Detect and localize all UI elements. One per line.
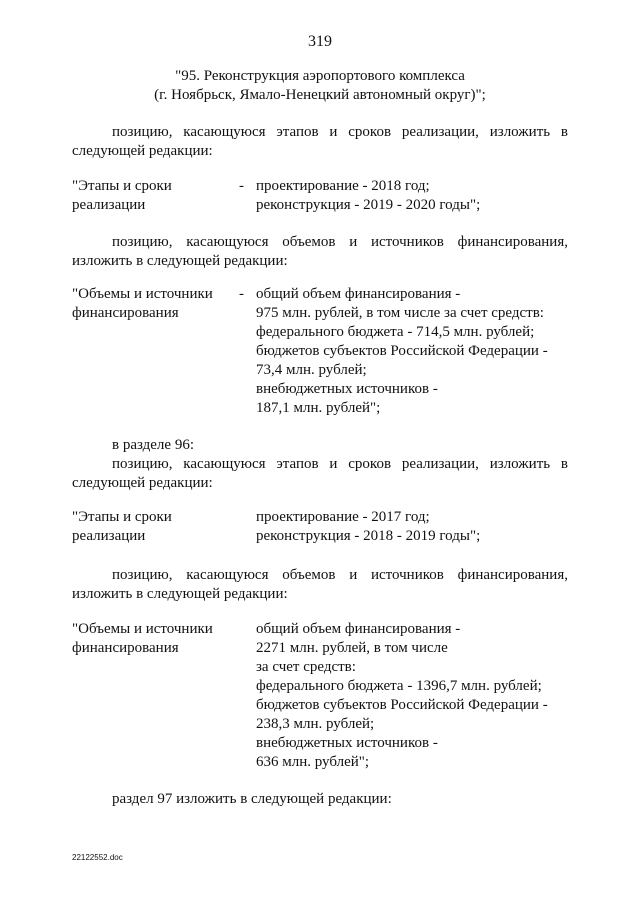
project-heading-line2: (г. Ноябрьск, Ямало-Ненецкий автономный округ)"; — [154, 87, 486, 103]
s96-title: в разделе 96: — [112, 437, 194, 453]
s96-funding-line: общий объем финансирования - — [256, 621, 461, 637]
s96-funding-line: за счет средств: — [256, 659, 356, 675]
s95-funding-line: общий объем финансирования - — [256, 286, 461, 302]
s96-funding-line: бюджетов субъектов Российской Федерации - — [256, 697, 548, 713]
s96-stages-label-line2: реализации — [72, 528, 146, 544]
s95-intro-stages-line2: следующей редакции: — [72, 143, 213, 159]
s95-intro-funding-line2: изложить в следующей редакции: — [72, 253, 288, 269]
s95-stages-value-line2: реконструкция - 2019 - 2020 годы"; — [256, 197, 481, 213]
s96-funding-line: внебюджетных источников - — [256, 735, 438, 751]
s95-stages-value-line1: проектирование - 2018 год; — [256, 178, 430, 194]
s95-intro-stages-line1: позицию, касающуюся этапов и сроков реализации, изложить в — [112, 124, 568, 140]
s95-stages-dash: - — [239, 178, 244, 194]
s96-intro-stages-line2: следующей редакции: — [72, 475, 213, 491]
s95-funding-label-line2: финансирования — [72, 305, 179, 321]
s95-funding-line: 73,4 млн. рублей; — [256, 362, 367, 378]
s95-intro-funding-line1: позицию, касающуюся объемов и источников финансирования, — [112, 234, 568, 250]
s95-funding-dash: - — [239, 286, 244, 302]
s95-stages-label-line2: реализации — [72, 197, 146, 213]
s96-intro-stages-line1: позицию, касающуюся этапов и сроков реализации, изложить в — [112, 456, 568, 472]
footer-doc-id: 22122552.doc — [72, 853, 123, 862]
s96-stages-value-line1: проектирование - 2017 год; — [256, 509, 430, 525]
s96-funding-line: федерального бюджета - 1396,7 млн. рублей; — [256, 678, 542, 694]
s95-funding-line: бюджетов субъектов Российской Федерации - — [256, 343, 548, 359]
s95-funding-line: 187,1 млн. рублей"; — [256, 400, 381, 416]
s95-stages-label-line1: "Этапы и сроки — [72, 178, 172, 194]
s96-stages-label-line1: "Этапы и сроки — [72, 509, 172, 525]
s96-funding-label-line2: финансирования — [72, 640, 179, 656]
s96-intro-funding-line1: позицию, касающуюся объемов и источников финансирования, — [112, 567, 568, 583]
project-heading-line1: "95. Реконструкция аэропортового комплекса — [175, 68, 465, 84]
s95-funding-label-line1: "Объемы и источники — [72, 286, 213, 302]
s96-funding-label-line1: "Объемы и источники — [72, 621, 213, 637]
s97-instruction: раздел 97 изложить в следующей редакции: — [112, 791, 392, 807]
s96-funding-line: 2271 млн. рублей, в том числе — [256, 640, 448, 656]
s95-funding-line: внебюджетных источников - — [256, 381, 438, 397]
s96-stages-value-line2: реконструкция - 2018 - 2019 годы"; — [256, 528, 481, 544]
page-number: 319 — [308, 33, 332, 50]
s95-funding-line: 975 млн. рублей, в том числе за счет средств: — [256, 305, 544, 321]
s96-funding-line: 238,3 млн. рублей; — [256, 716, 375, 732]
s96-intro-funding-line2: изложить в следующей редакции: — [72, 586, 288, 602]
s95-funding-line: федерального бюджета - 714,5 млн. рублей; — [256, 324, 535, 340]
s96-funding-line: 636 млн. рублей"; — [256, 754, 370, 770]
